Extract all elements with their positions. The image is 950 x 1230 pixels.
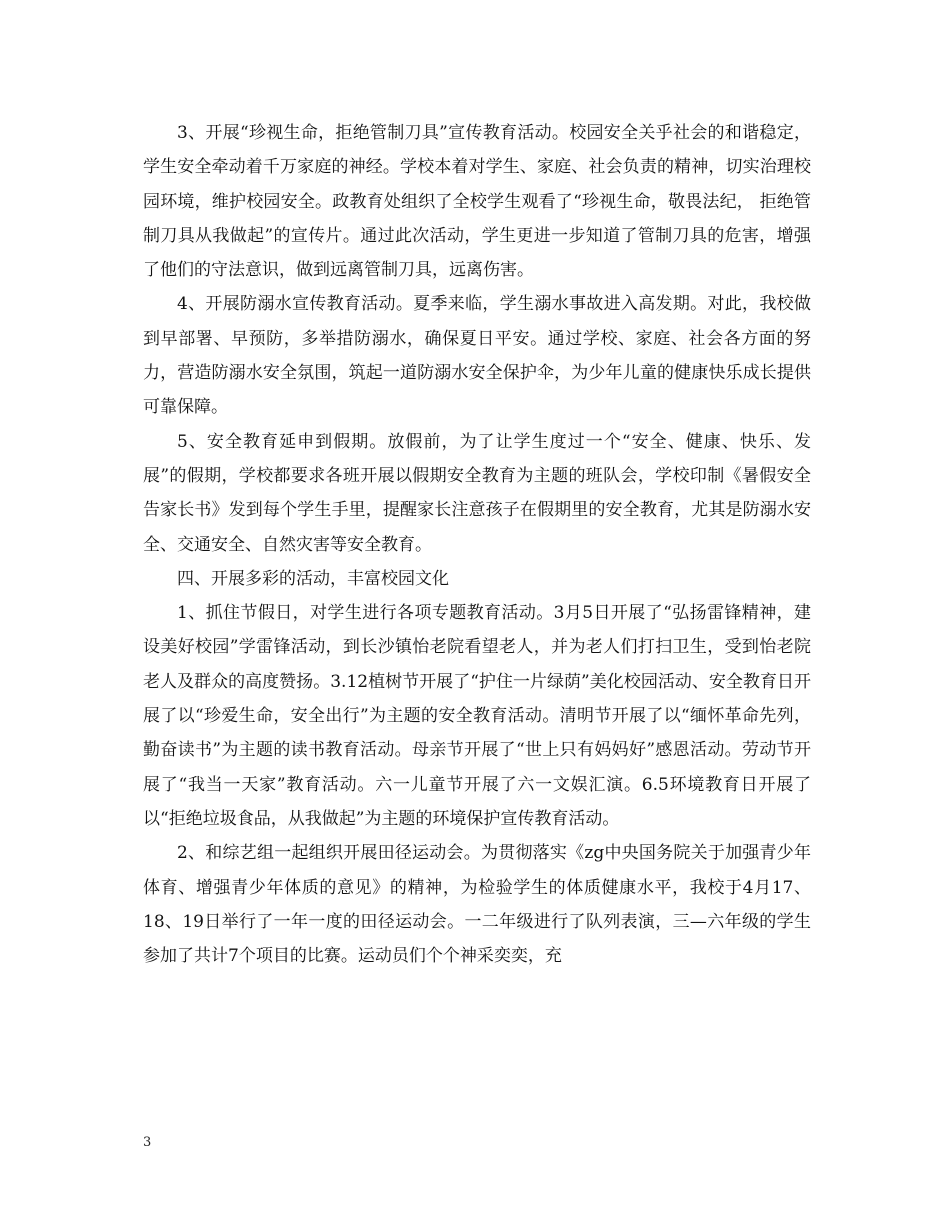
body-text [143, 116, 811, 973]
paragraph-holiday-safety: 5、安全教育延申到假期。放假前，为了让学生度过一个“安全、健康、快乐、发展”的假期，学校都要求各班开展以假期安全教育为主题的班队会，学校印制《暑假安全告家长书》发到每个学生手里，提醒家长注意孩子在假期里的安全教育，尤其是防溺水安全、交通安全、自然灾害等安全教育。 [143, 431, 811, 555]
section-heading-campus-culture: 四、开展多彩的活动，丰富校园文化 [177, 568, 449, 589]
paragraph-sports-meet: 2、和综艺组一起组织开展田径运动会。为贯彻落实《zg中央国务院关于加强青少年体育、增强青少年体质的意见》的精神，为检验学生的体质健康水平，我校于4月17、18、19日举行了一年一度的田径运动会。一二年级进行了队列表演，三—六年级的学生参加了共计7个项目的比赛。运动员们个个神采奕奕，充 [143, 843, 811, 967]
page-number: 3 [143, 1135, 152, 1150]
paragraph-holiday-activities: 1、抓住节假日，对学生进行各项专题教育活动。3月5日开展了“弘扬雷锋精神，建设美好校园”学雷锋活动，到长沙镇怡老院看望老人，并为老人们打扫卫生，受到怡老院老人及群众的高度赞扬。3.12植树节开展了“护住一片绿荫”美化校园活动、安全教育日开展了以“珍爱生命，安全出行”为主题的安全教育活动。清明节开展了以“缅怀革命先列，勤奋读书”为主题的读书教育活动。母亲节开展了“世上只有妈妈好”感恩活动。劳动节开展了“我当一天家”教育活动。六一儿童节开展了六一文娱汇演。6.5环境教育日开展了以“拒绝垃圾食品，从我做起”为主题的环境保护宣传教育活动。 [143, 603, 811, 829]
paragraph-drowning-prevention: 4、开展防溺水宣传教育活动。夏季来临，学生溺水事故进入高发期。对此，我校做到早部署、早预防，多举措防溺水，确保夏日平安。通过学校、家庭、社会各方面的努力，营造防溺水安全氛围，筑起一道防溺水安全保护伞，为少年儿童的健康快乐成长提供可靠保障。 [143, 294, 811, 418]
paragraph-safety-knives: 3、开展“珍视生命，拒绝管制刀具”宣传教育活动。校园安全关乎社会的和谐稳定，学生安全牵动着千万家庭的神经。学校本着对学生、家庭、社会负责的精神，切实治理校园环境，维护校园安全。政教育处组织了全校学生观看了“珍视生命，敬畏法纪， 拒绝管制刀具从我做起”的宣传片。通过此次活动，学生更进一步知道了管制刀具的危害，增强了他们的守法意识，做到远离管制刀具，远离伤害。 [143, 123, 811, 281]
